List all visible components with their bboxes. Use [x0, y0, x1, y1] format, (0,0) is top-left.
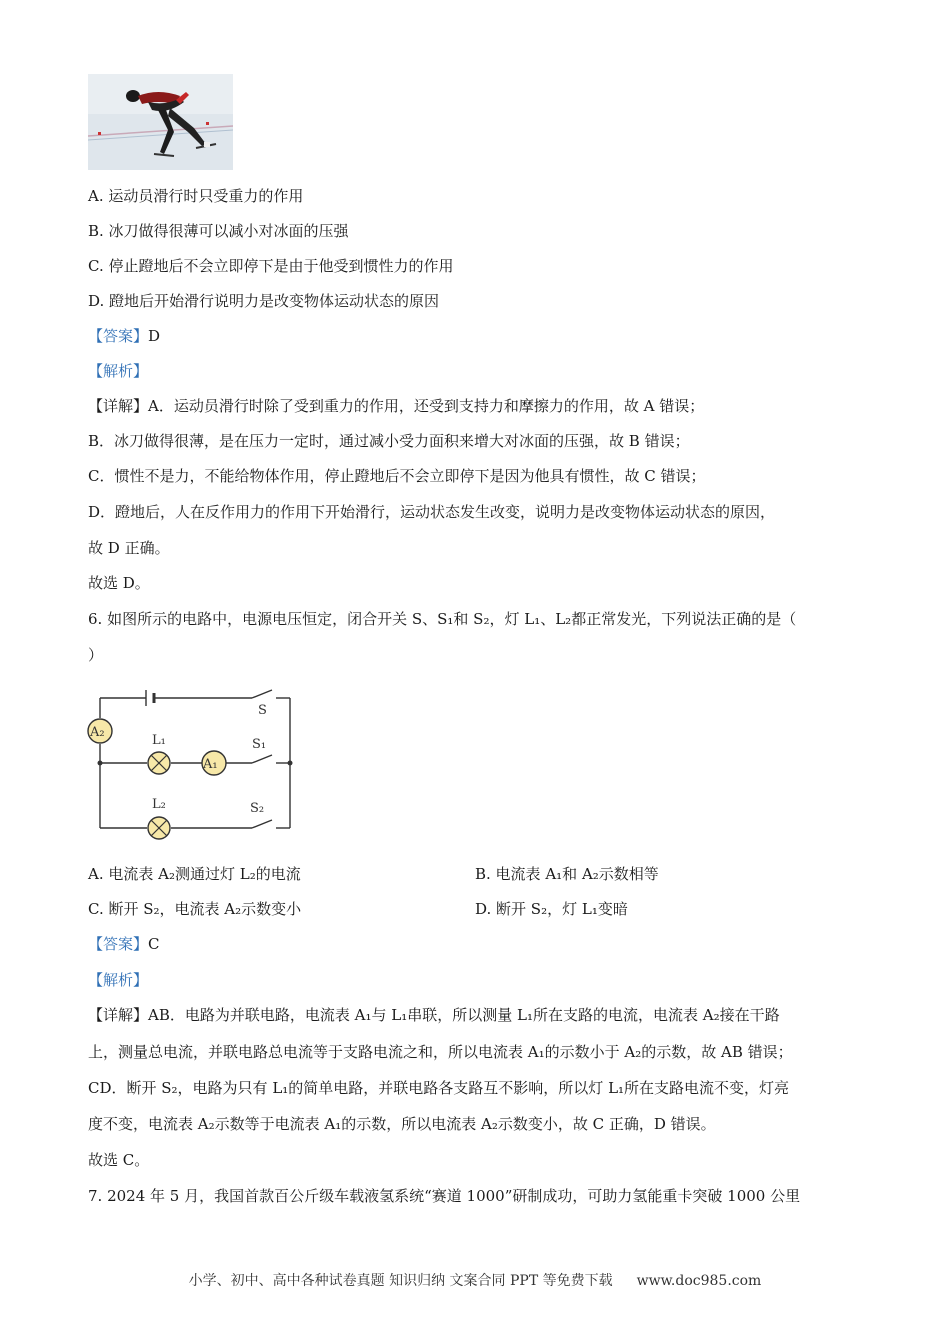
answer-value: D: [148, 327, 161, 345]
footer-url[interactable]: www.doc985.com: [636, 1273, 762, 1289]
label-s: S: [258, 703, 267, 718]
q5-option-b: B. 冰刀做得很薄可以减小对冰面的压强: [88, 222, 349, 240]
q5-option-d: D. 蹬地后开始滑行说明力是改变物体运动状态的原因: [88, 292, 440, 310]
q5-answer: [88, 326, 160, 346]
label-s1: S₁: [252, 737, 267, 752]
circuit-diagram: [80, 680, 310, 840]
footer-text: 小学、初中、高中各种试卷真题 知识归纳 文案合同 PPT 等免费下载: [188, 1273, 613, 1289]
page-footer: [0, 1270, 950, 1290]
q6-analysis-tag: 【解析】: [88, 971, 149, 989]
label-a1: A₁: [203, 757, 218, 772]
detail-text: A．运动员滑行时除了受到重力的作用，还受到支持力和摩擦力的作用，故 A 错误；: [148, 397, 705, 415]
label-l1: L₁: [152, 733, 166, 748]
q5-detail-d-cont: 故 D 正确。: [88, 539, 170, 557]
label-l2: L₂: [152, 797, 166, 812]
answer-tag: 【答案】: [88, 935, 149, 953]
label-s2: S₂: [250, 801, 265, 816]
q5-detail-d: D．蹬地后，人在反作用力的作用下开始滑行，运动状态发生改变，说明力是改变物体运动状态的原因，: [88, 503, 776, 521]
speed-skater-photo: [88, 74, 233, 170]
q6-stem: 6. 如图所示的电路中，电源电压恒定，闭合开关 S、S₁和 S₂，灯 L₁、L₂都正常发光，下列说法正确的是（: [88, 610, 797, 628]
q5-conclusion: 故选 D。: [88, 574, 150, 592]
label-a2: A₂: [90, 725, 105, 740]
q6-detail-ab: [88, 1005, 780, 1025]
q6-option-a: A. 电流表 A₂测通过灯 L₂的电流: [88, 865, 301, 883]
detail-text: AB．电路为并联电路，电流表 A₁与 L₁串联，所以测量 L₁所在支路的电流，电流表 A₂接在干路: [148, 1006, 780, 1024]
q5-analysis-tag: 【解析】: [88, 362, 149, 380]
q5-option-a: A. 运动员滑行时只受重力的作用: [88, 187, 304, 205]
answer-tag: 【答案】: [88, 327, 149, 345]
q6-option-b: B. 电流表 A₁和 A₂示数相等: [475, 865, 659, 883]
q5-detail-b: B．冰刀做得很薄，是在压力一定时，通过减小受力面积来增大对冰面的压强，故 B 错误；: [88, 432, 690, 450]
answer-value: C: [148, 935, 160, 953]
q6-answer: [88, 934, 160, 954]
q6-detail-cd-cont: 度不变，电流表 A₂示数等于电流表 A₁的示数，所以电流表 A₂示数变小，故 C 正确，D 错误。: [88, 1115, 716, 1133]
q5-detail-a: [88, 396, 704, 416]
q5-option-c: C. 停止蹬地后不会立即停下是由于他受到惯性力的作用: [88, 257, 454, 275]
q6-stem-end: ）: [88, 646, 104, 664]
q5-detail-c: C．惯性不是力，不能给物体作用，停止蹬地后不会立即停下是因为他具有惯性，故 C 错误；: [88, 467, 706, 485]
detail-tag: 【详解】: [88, 1006, 149, 1024]
q6-detail-cd: CD．断开 S₂，电路为只有 L₁的简单电路，并联电路各支路互不影响，所以灯 L₁所在支路电流不变，灯亮: [88, 1079, 790, 1097]
q6-option-d: D. 断开 S₂，灯 L₁变暗: [475, 900, 628, 918]
q6-option-c: C. 断开 S₂，电流表 A₂示数变小: [88, 900, 302, 918]
q7-stem: 7. 2024 年 5 月，我国首款百公斤级车载液氢系统“赛道 1000”研制成功，可助力氢能重卡突破 1000 公里: [88, 1187, 801, 1205]
q6-detail-ab-cont: 上，测量总电流，并联电路总电流等于支路电流之和，所以电流表 A₁的示数小于 A₂的示数，故 AB 错误；: [88, 1043, 793, 1061]
detail-tag: 【详解】: [88, 397, 149, 415]
q6-conclusion: 故选 C。: [88, 1151, 150, 1169]
